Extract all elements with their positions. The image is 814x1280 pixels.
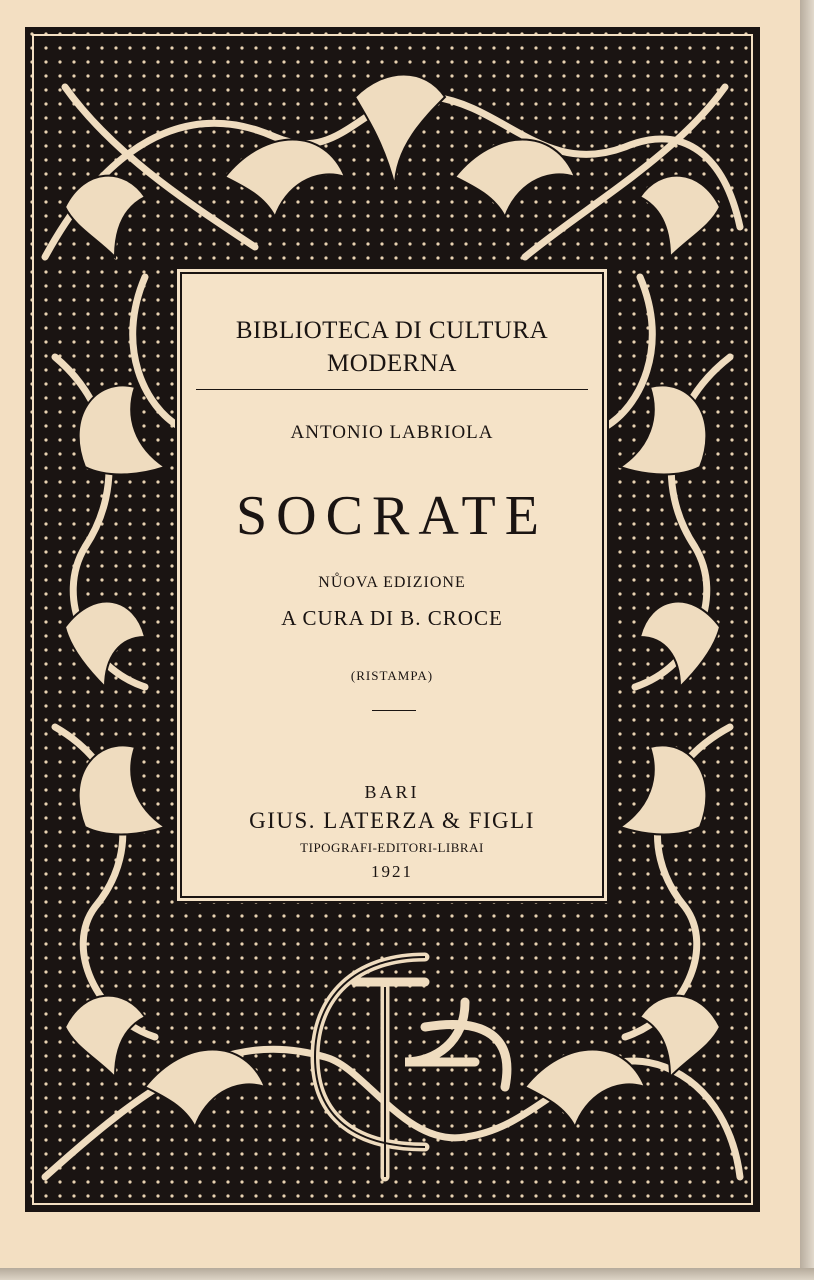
title-panel <box>180 272 604 898</box>
edition-note: NŮOVA EDIZIONE <box>318 574 466 591</box>
publication-year: 1921 <box>371 862 413 881</box>
series-title <box>182 314 602 380</box>
page-edge-bottom <box>0 1268 814 1280</box>
editor-credit: A CURA DI B. CROCE <box>281 606 503 630</box>
series-line-2: MODERNA <box>327 350 457 377</box>
divider-rule <box>196 389 588 390</box>
book-title: SOCRATE <box>236 485 548 547</box>
publisher-name: GIUS. LATERZA & FIGLI <box>249 808 535 833</box>
page-edge-right <box>800 0 814 1280</box>
publication-city: BARI <box>364 782 420 802</box>
author-name: ANTONIO LABRIOLA <box>290 422 494 443</box>
publisher-trade: TIPOGRAFI-EDITORI-LIBRAI <box>300 840 484 855</box>
short-divider-rule <box>372 710 416 711</box>
reprint-note: (RISTAMPA) <box>350 668 434 683</box>
series-line-1: BIBLIOTECA DI CULTURA <box>235 317 549 344</box>
